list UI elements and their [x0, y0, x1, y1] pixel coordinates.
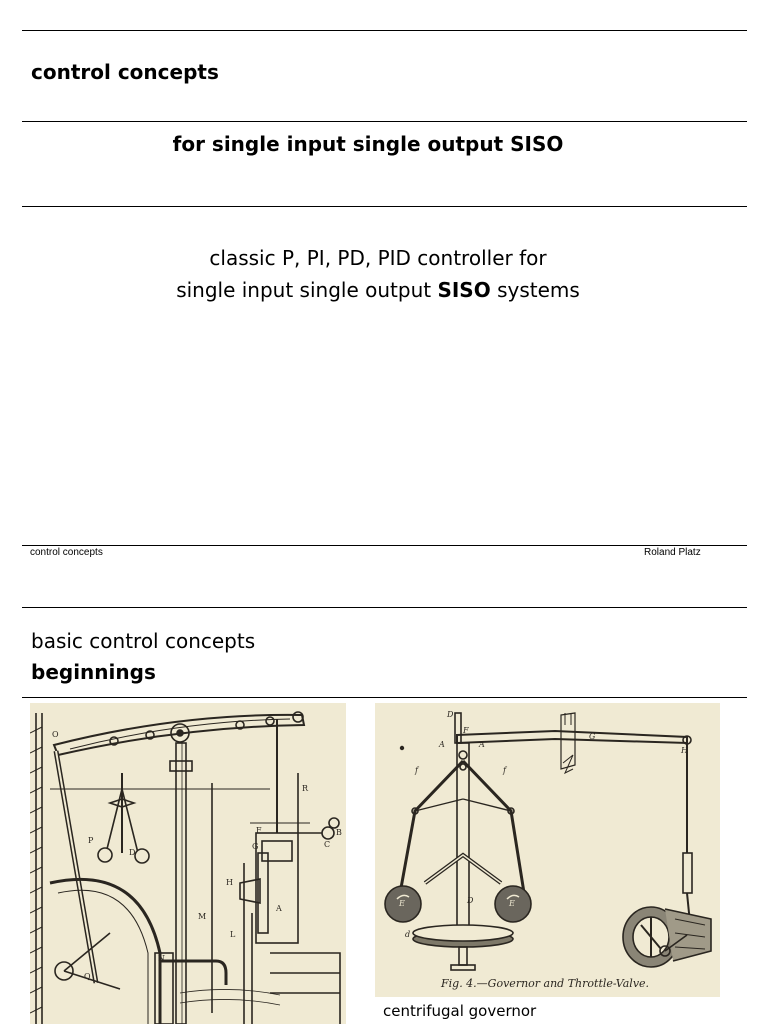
body-line-2-end: systems	[490, 278, 580, 302]
letter-g: G	[252, 842, 259, 851]
letter-n: N	[158, 954, 165, 963]
footer-author: Roland Platz	[644, 547, 701, 558]
slide2-title-rule	[22, 697, 747, 698]
slide2-top-rule	[22, 607, 747, 608]
gov-letter-f-right: f	[503, 766, 506, 775]
gov-letter-a-left: A	[439, 740, 445, 749]
slide-body	[0, 242, 756, 306]
gov-letter-d-top: D	[447, 710, 454, 719]
title-rule	[22, 121, 747, 122]
gov-letter-e-left: E	[399, 899, 405, 908]
body-line-2	[0, 274, 756, 306]
gov-letter-a-right: A	[479, 740, 485, 749]
letter-m: M	[198, 912, 207, 921]
subtitle-rule	[22, 206, 747, 207]
letter-d: D	[129, 848, 136, 857]
gov-letter-d-small: d	[405, 930, 411, 939]
gov-letter-f-left: f	[415, 766, 418, 775]
letter-a: A	[276, 904, 282, 913]
body-line-1: classic P, PI, PD, PID controller for	[209, 246, 547, 270]
slide-title: control concepts	[31, 60, 219, 84]
gov-letter-f: F	[463, 726, 469, 735]
slide2-title	[31, 626, 255, 688]
footer-rule	[22, 545, 747, 546]
body-siso-bold: SISO	[437, 278, 491, 302]
steam-engine-drawing	[30, 703, 346, 1024]
letter-r: R	[302, 784, 309, 793]
letter-o: O	[52, 730, 59, 739]
letter-q: Q	[84, 972, 91, 981]
letter-h: H	[226, 878, 233, 887]
gov-letter-h: H	[681, 746, 688, 755]
slide-subtitle: for single input single output SISO	[172, 132, 564, 156]
steam-engine-engraving	[30, 703, 346, 1024]
governor-engraving	[375, 703, 720, 997]
letter-f: F	[256, 826, 262, 835]
footer-title: control concepts	[30, 547, 103, 558]
figure-caption: centrifugal governor	[383, 1002, 537, 1020]
letter-p: P	[88, 836, 94, 845]
slide2-title-line-2: beginnings	[31, 660, 156, 684]
governor-letters	[398, 710, 689, 939]
letter-c: C	[324, 840, 331, 849]
gov-letter-d-lower: D	[467, 896, 474, 905]
gov-letter-g: G	[589, 732, 596, 741]
letter-l: L	[230, 930, 236, 939]
top-rule	[22, 30, 747, 31]
gov-letter-e-right: E	[509, 899, 515, 908]
governor-figure-caption: Fig. 4.—Governor and Throttle-Valve.	[441, 977, 650, 990]
slide2-title-line-1: basic control concepts	[31, 629, 256, 653]
governor-drawing	[375, 703, 720, 997]
letter-b: B	[336, 828, 342, 837]
body-line-2-start: single input single output	[176, 278, 438, 302]
